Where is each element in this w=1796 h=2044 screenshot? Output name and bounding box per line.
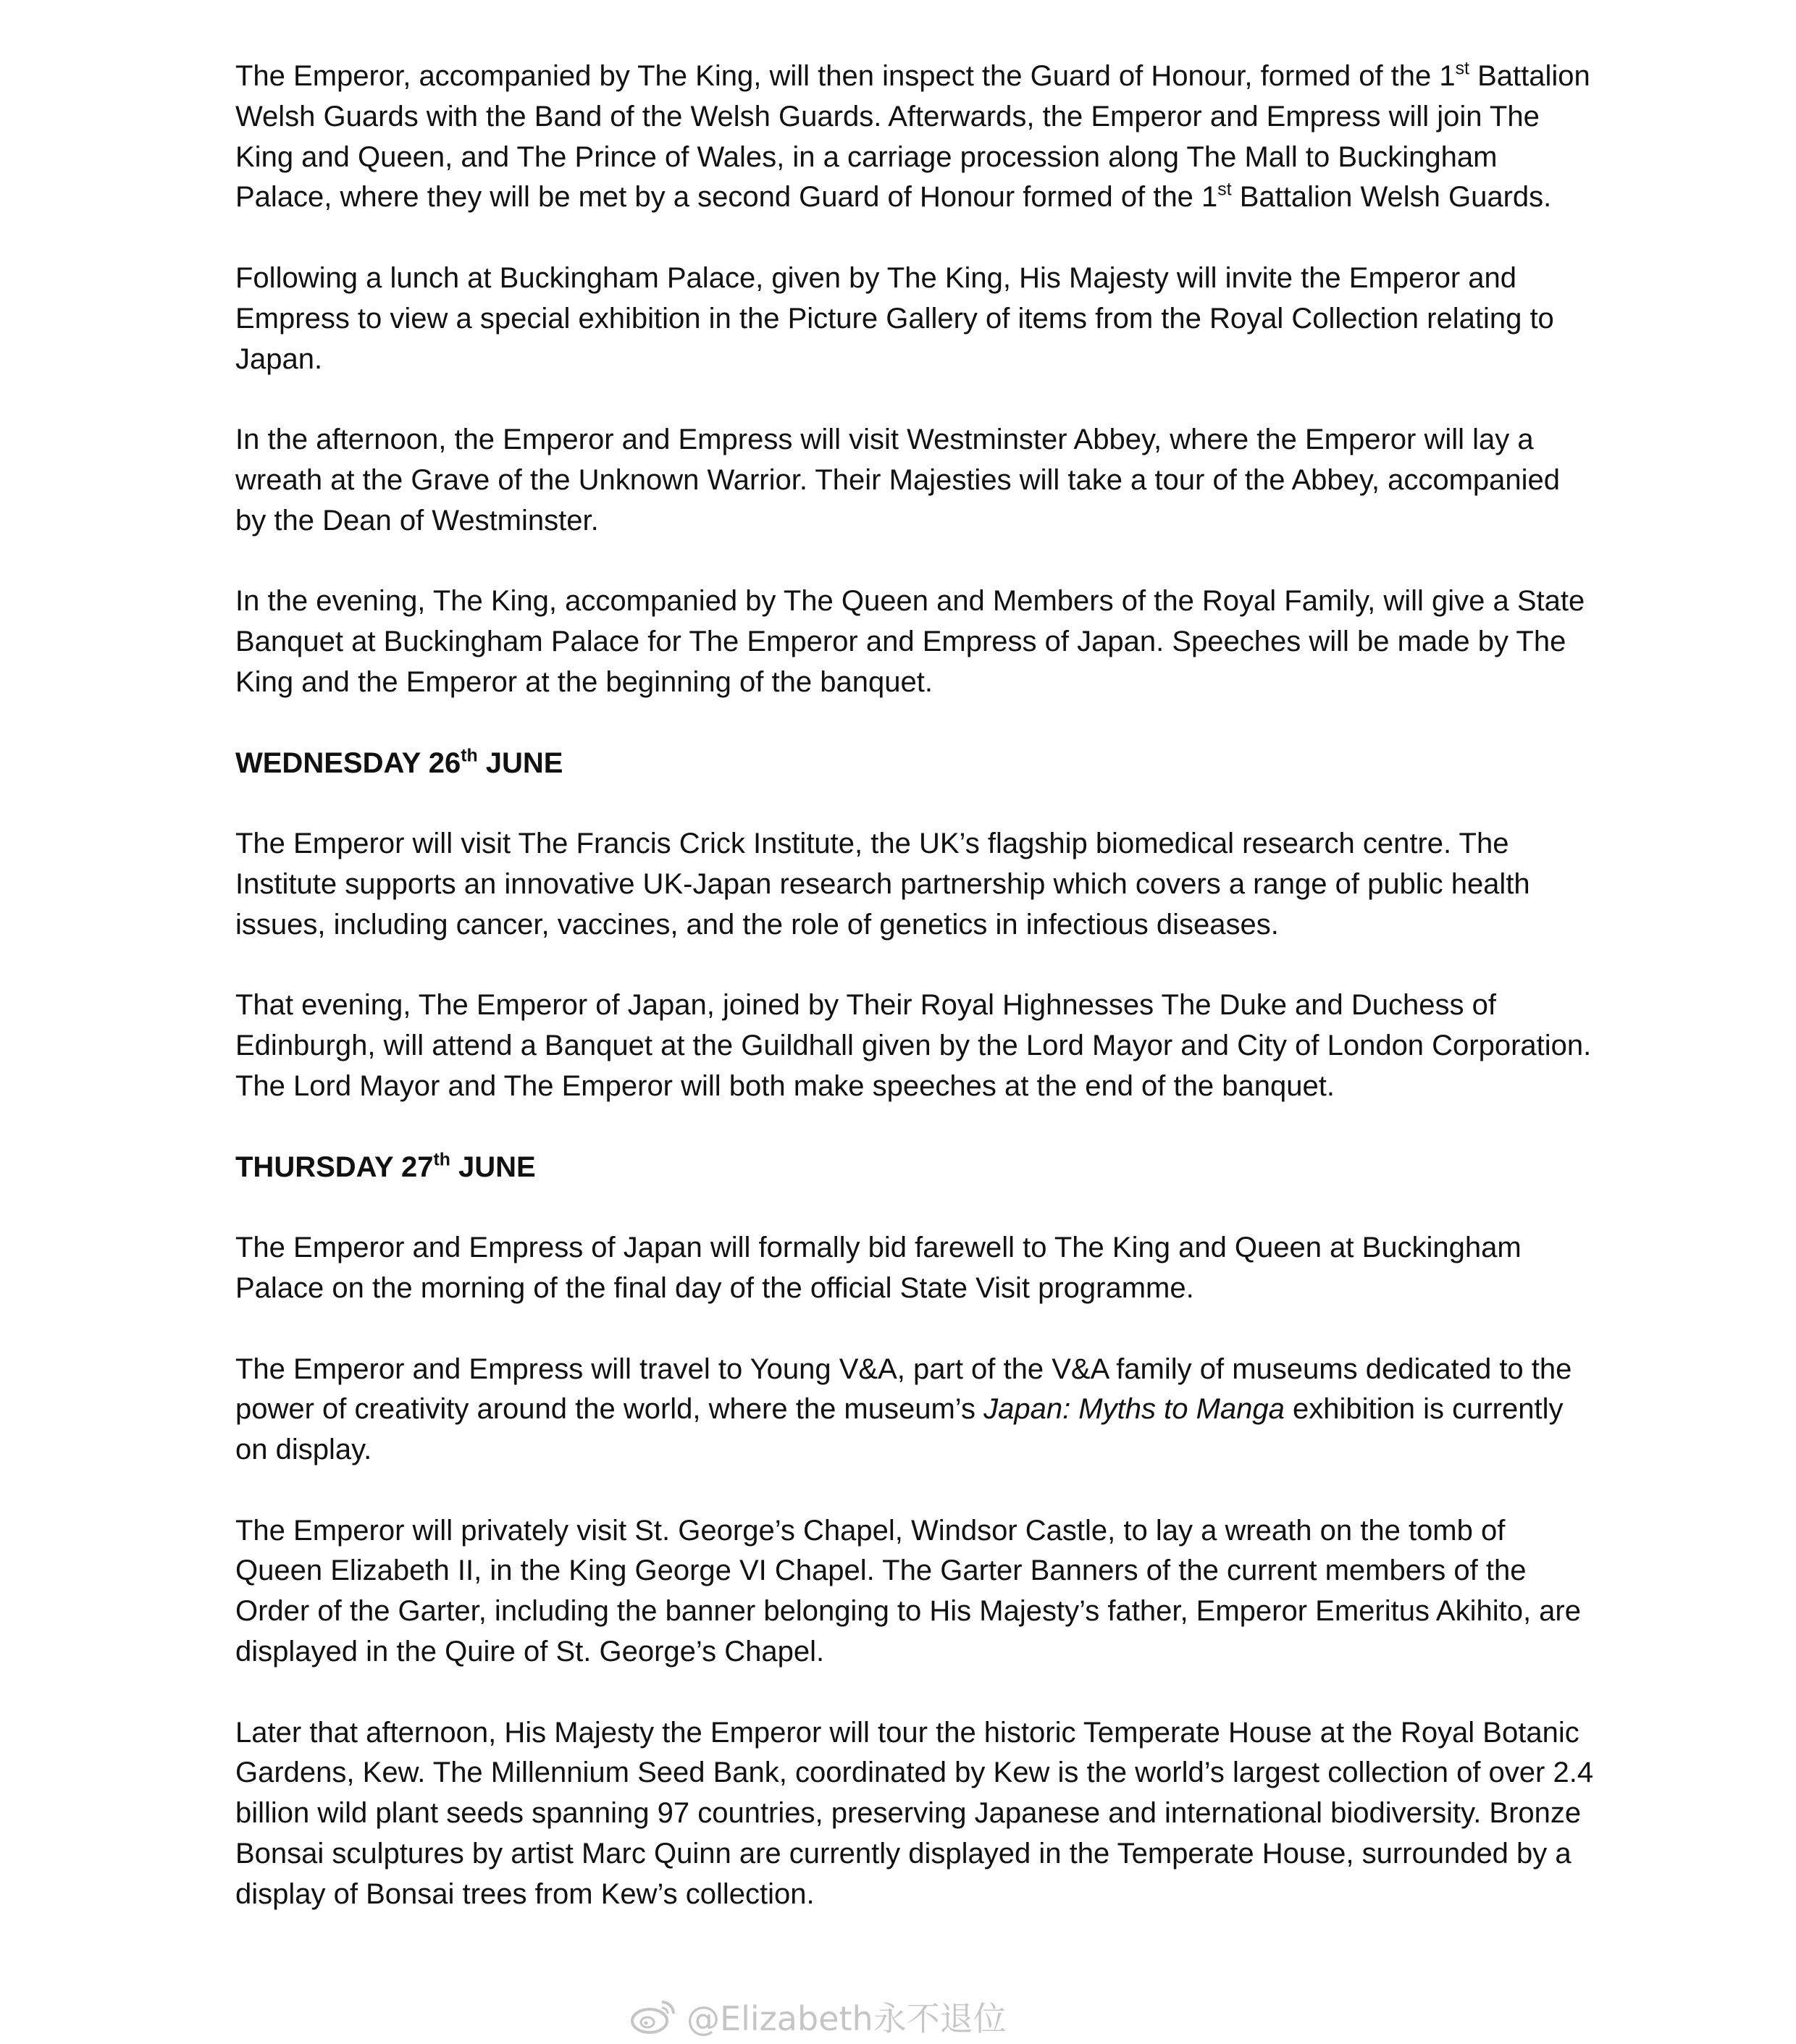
paragraph-kew-gardens: Later that afternoon, His Majesty the Emperor will tour the historic Temperate House at the Royal Botanic Gardens, Kew. The Millennium Seed Bank, coordinated by Kew is the world’s largest collection of over 2.4 billion wild plant seeds spanning 97 countries, preserving Japanese and international biodiversity. Bronze Bonsai sculptures by artist Marc Quinn are currently displayed in the Temperate House, surrounded by a display of Bonsai trees from Kew’s collection.: [235, 1716, 1594, 1910]
ordinal-superscript: th: [433, 1150, 450, 1170]
watermark-text: @Elizabeth永不退位: [687, 1999, 1007, 2038]
text-span: The Emperor, accompanied by The King, will then inspect the Guard of Honour, formed of the 1: [235, 60, 1456, 92]
ordinal-superscript: th: [461, 746, 478, 766]
heading-text: WEDNESDAY 26: [235, 746, 461, 779]
heading-thursday: [235, 1148, 1597, 1188]
paragraph-guard-of-honour: [235, 56, 1597, 218]
paragraph-guildhall-banquet: That evening, The Emperor of Japan, joined by Their Royal Highnesses The Duke and Duchess of Edinburgh, will attend a Banquet at the Guildhall given by the Lord Mayor and City of London Corporation. The Lord Mayor and The Emperor will both make speeches at the end of the banquet.: [235, 989, 1592, 1102]
weibo-logo-icon: [630, 1998, 676, 2035]
text-span: exhibition is currently on display.: [235, 1393, 1564, 1466]
paragraph-state-banquet: In the evening, The King, accompanied by The Queen and Members of the Royal Family, will give a State Banquet at Buckingham Palace for The Emperor and Empress of Japan. Speeches will be made by The King and the Emperor at the beginning of the banquet.: [235, 585, 1585, 698]
paragraph-francis-crick: The Emperor will visit The Francis Crick Institute, the UK’s flagship biomedical research centre. The Institute supports an innovative UK-Japan research partnership which covers a range of public health issues, including cancer, vaccines, and the role of genetics in infectious diseases.: [235, 828, 1530, 941]
ordinal-superscript: st: [1217, 180, 1232, 201]
paragraph-farewell: The Emperor and Empress of Japan will formally bid farewell to The King and Queen at Buckingham Palace on the morning of the final day of the official State Visit programme.: [235, 1232, 1522, 1304]
document-page: [235, 56, 1597, 1955]
exhibition-title: Japan: Myths to Manga: [983, 1393, 1285, 1426]
text-span: Battalion Welsh Guards.: [1231, 181, 1552, 214]
heading-wednesday: [235, 744, 1597, 784]
heading-text: JUNE: [477, 746, 563, 779]
heading-text: JUNE: [450, 1151, 536, 1183]
paragraph-lunch: Following a lunch at Buckingham Palace, given by The King, His Majesty will invite the Emperor and Empress to view a special exhibition in the Picture Gallery of items from the Royal Collection relating to Japan.: [235, 261, 1554, 375]
text-span: Battalion Welsh Guards with the Band of the Welsh Guards. Afterwards, the Emperor and Empress will join The King and Queen, and The Prince of Wales, in a carriage procession along The Mall to Buckingham Palace, where they will be met by a second Guard of Honour formed of the 1: [235, 60, 1590, 214]
paragraph-westminster-abbey: In the afternoon, the Emperor and Empress will visit Westminster Abbey, where the Emperor will lay a wreath at the Grave of the Unknown Warrior. Their Majesties will take a tour of the Abbey, accompanied by the Dean of Westminster.: [235, 424, 1561, 537]
paragraph-young-va: [235, 1350, 1597, 1471]
heading-text: THURSDAY 27: [235, 1151, 434, 1183]
paragraph-st-georges-chapel: The Emperor will privately visit St. George’s Chapel, Windsor Castle, to lay a wreath on the tomb of Queen Elizabeth II, in the King George VI Chapel. The Garter Banners of the current members of the Order of the Garter, including the banner belonging to His Majesty’s father, Emperor Emeritus Akihito, are displayed in the Quire of St. George’s Chapel.: [235, 1514, 1581, 1668]
watermark: [630, 1995, 1007, 2038]
ordinal-superscript: st: [1455, 59, 1469, 79]
text-span: The Emperor and Empress will travel to Young V&A, part of the V&A family of museums dedicated to the power of creativity around the world, where the museum’s: [235, 1353, 1572, 1426]
